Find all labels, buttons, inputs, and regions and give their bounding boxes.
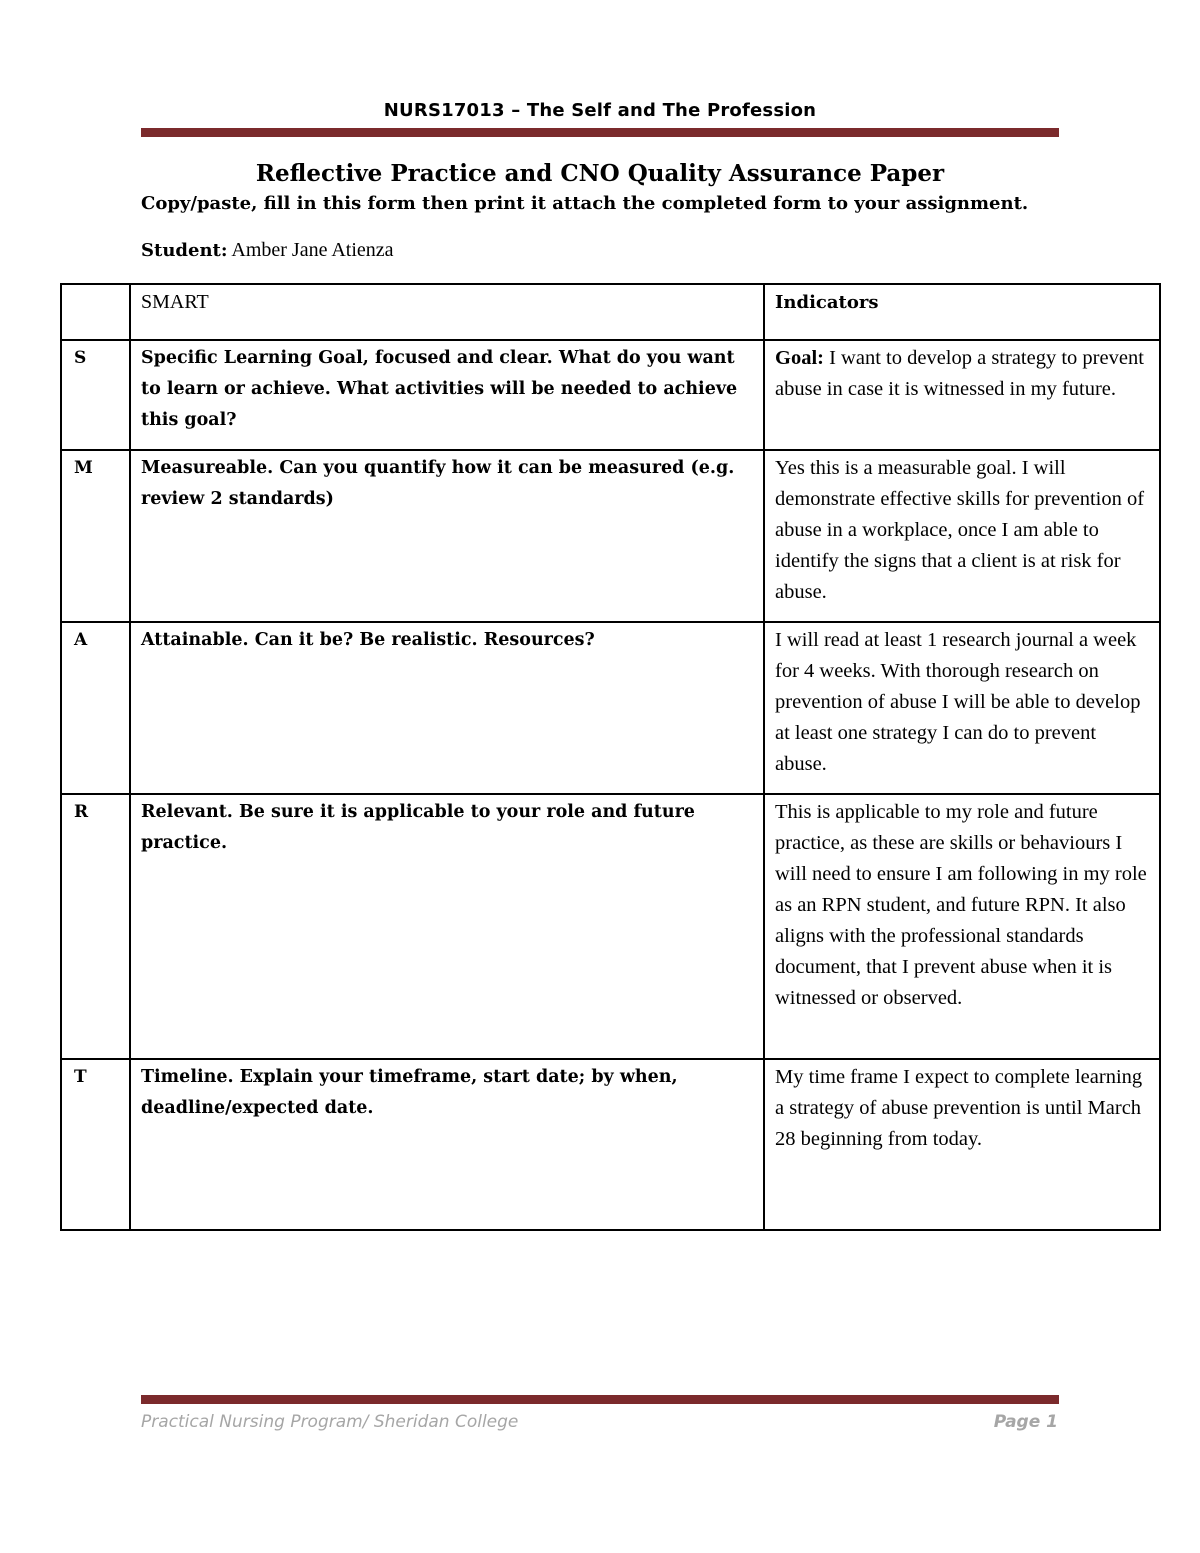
student-line — [141, 239, 394, 262]
table-header-row — [61, 284, 1160, 340]
table-row — [61, 450, 1160, 622]
student-label: Student: — [141, 240, 228, 261]
row-criterion: Timeline. Explain your timeframe, start date; by when, deadline/expected date. — [130, 1059, 764, 1230]
row-indicator: Yes this is a measurable goal. I will demonstrate effective skills for prevention of abuse in a workplace, once I am able to identify the signs that a client is at risk for abuse. — [764, 450, 1160, 622]
row-indicator: I will read at least 1 research journal a week for 4 weeks. With thorough research on prevention of abuse I will be able to develop at least one strategy I can do to prevent abuse. — [764, 622, 1160, 794]
row-indicator — [764, 340, 1160, 450]
goal-label: Goal: — [775, 347, 824, 369]
row-criterion: Relevant. Be sure it is applicable to your role and future practice. — [130, 794, 764, 1059]
header-smart: SMART — [130, 284, 764, 340]
header-blank-cell — [61, 284, 130, 340]
table-row — [61, 622, 1160, 794]
row-letter: T — [61, 1059, 130, 1230]
footer-rule — [141, 1395, 1059, 1404]
document-title: Reflective Practice and CNO Quality Assurance Paper — [255, 160, 945, 187]
row-letter: R — [61, 794, 130, 1059]
row-criterion: Specific Learning Goal, focused and clear. What do you want to learn or achieve. What activities will be needed to achieve this goal? — [130, 340, 764, 450]
row-indicator: This is applicable to my role and future practice, as these are skills or behaviours I will need to ensure I am following in my role as an RPN student, and future RPN. It also aligns with the professional standards document, that I prevent abuse when it is witnessed or observed. — [764, 794, 1160, 1059]
row-criterion: Measureable. Can you quantify how it can be measured (e.g. review 2 standards) — [130, 450, 764, 622]
row-letter: M — [61, 450, 130, 622]
instructions-text: Copy/paste, fill in this form then print it attach the completed form to your assignment. — [141, 193, 1029, 214]
row-criterion: Attainable. Can it be? Be realistic. Resources? — [130, 622, 764, 794]
table-row — [61, 794, 1160, 1059]
header-course-title: NURS17013 – The Self and The Profession — [383, 100, 817, 121]
table-row — [61, 1059, 1160, 1230]
footer-program: Practical Nursing Program/ Sheridan College — [141, 1412, 519, 1432]
student-name: Amber Jane Atienza — [231, 239, 394, 261]
goal-text: I want to develop a strategy to prevent abuse in case it is witnessed in my future. — [775, 347, 1144, 400]
table-row — [61, 340, 1160, 450]
header-indicators: Indicators — [764, 284, 1160, 340]
smart-table — [60, 283, 1161, 1231]
row-indicator: My time frame I expect to complete learning a strategy of abuse prevention is until March 28 beginning from today. — [764, 1059, 1160, 1230]
row-letter: A — [61, 622, 130, 794]
row-letter: S — [61, 340, 130, 450]
footer-page-number: Page 1 — [993, 1412, 1058, 1432]
header-rule — [141, 128, 1059, 137]
